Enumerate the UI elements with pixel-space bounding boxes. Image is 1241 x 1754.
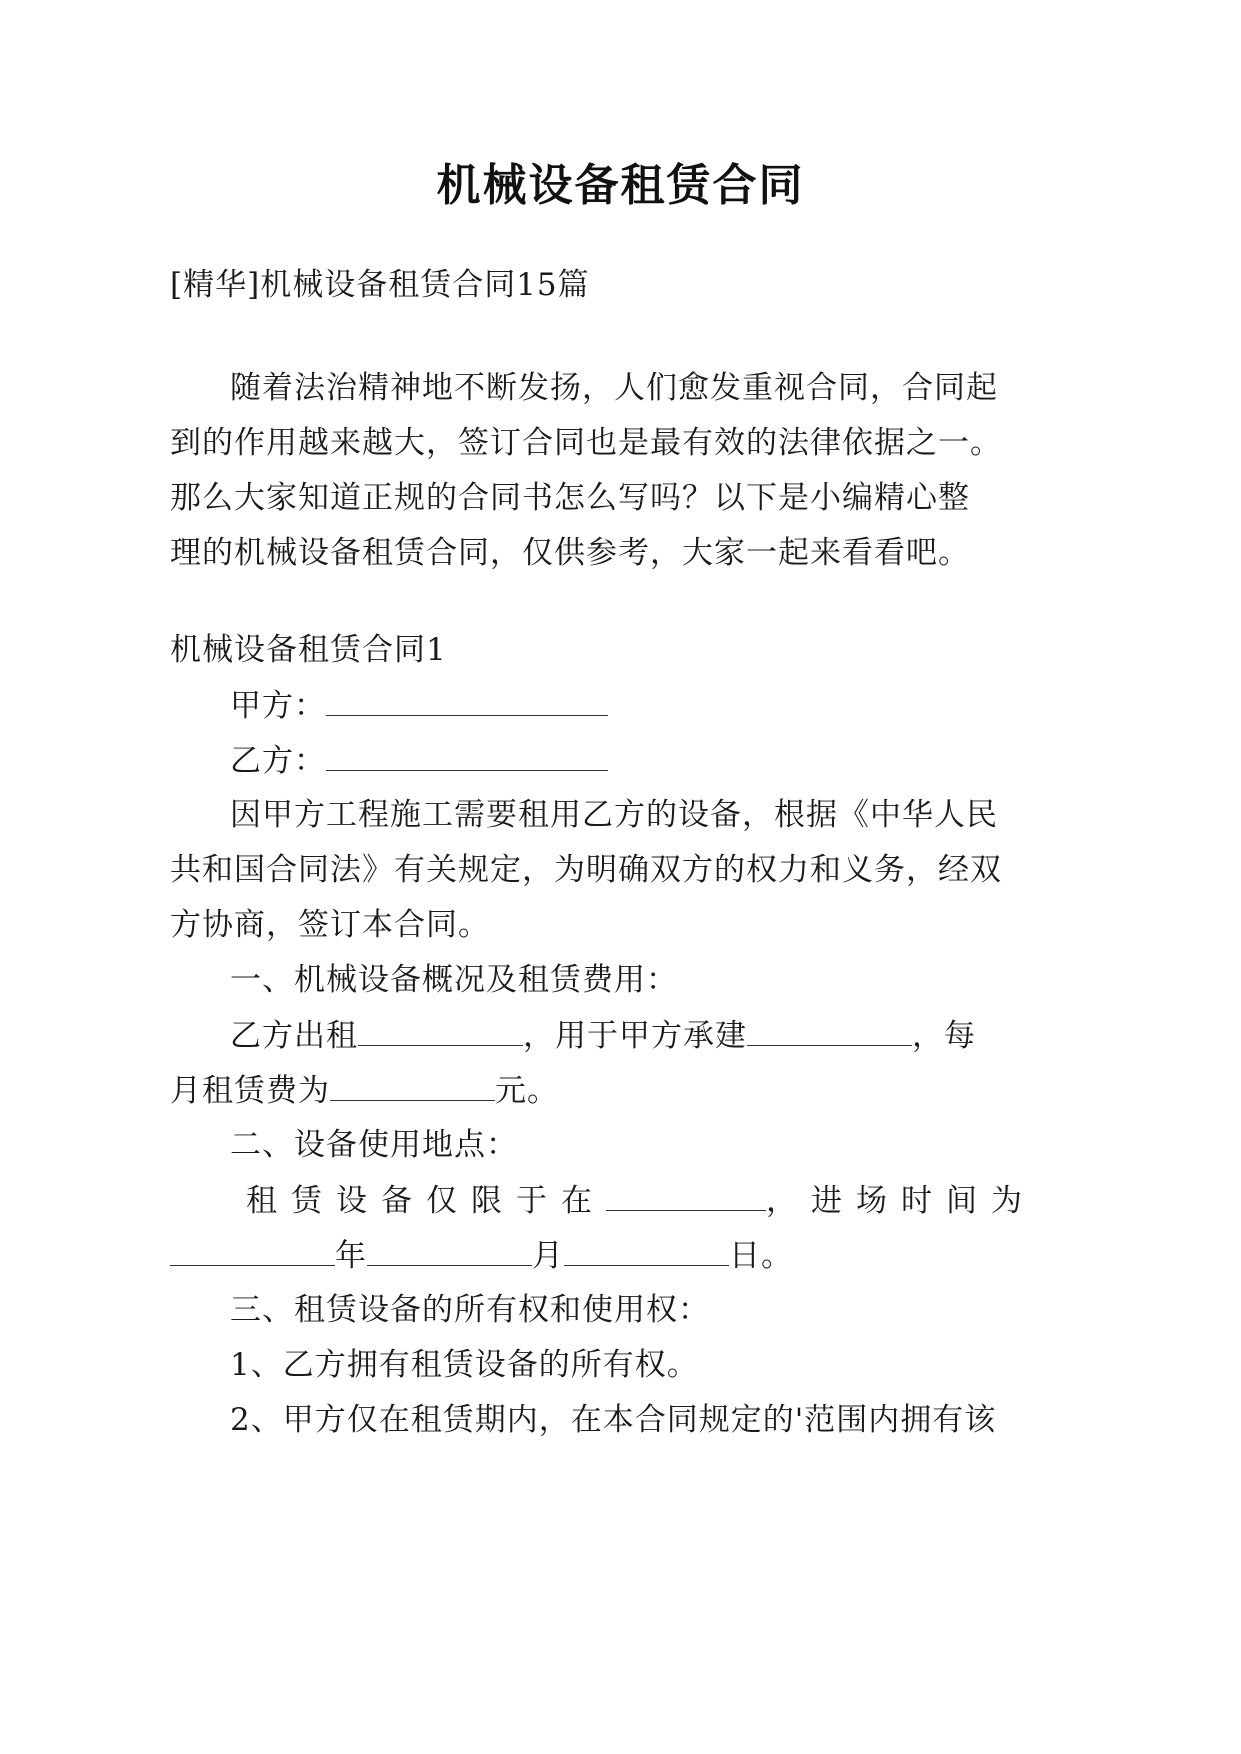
year-label: 年 (335, 1238, 367, 1274)
section2-text-b: ，进场时间为 (766, 1183, 1036, 1219)
section1-text-d: 月租赁费为 (170, 1073, 330, 1109)
section2-line-2 (170, 1235, 793, 1276)
preamble-line-3: 方协商，签订本合同。 (170, 907, 490, 943)
intro-line-3: 那么大家知道正规的合同书怎么写吗？以下是小编精心整 (170, 480, 970, 516)
month-blank (367, 1235, 532, 1266)
month-label: 月 (532, 1238, 564, 1274)
monthly-fee-blank (330, 1070, 495, 1101)
section2-text-a: 租赁设备仅限于在 (246, 1183, 606, 1219)
project-blank (747, 1015, 912, 1046)
preamble-line-1: 因甲方工程施工需要租用乙方的设备，根据《中华人民 (230, 797, 998, 833)
section2-line-1 (246, 1180, 1036, 1221)
section1-heading: 一、机械设备概况及租赁费用： (230, 962, 678, 998)
year-blank (170, 1235, 335, 1266)
document-title: 机械设备租赁合同 (436, 160, 805, 211)
intro-line-4: 理的机械设备租赁合同，仅供参考，大家一起来看看吧。 (170, 535, 970, 571)
party-a-blank (326, 685, 608, 716)
section1-text-e: 元。 (495, 1073, 559, 1109)
equipment-blank (358, 1015, 523, 1046)
section1-text-c: ，每 (912, 1018, 976, 1054)
section2-heading: 二、设备使用地点： (230, 1127, 518, 1163)
section1-line-1 (230, 1015, 976, 1056)
party-b-label: 乙方： (230, 743, 326, 779)
day-blank (564, 1235, 729, 1266)
section1-text-b: ，用于甲方承建 (523, 1018, 747, 1054)
party-b-line (230, 740, 608, 781)
section3-heading: 三、租赁设备的所有权和使用权： (230, 1292, 710, 1328)
section1-text-a: 乙方出租 (230, 1018, 358, 1054)
document-subtitle: [精华]机械设备租赁合同15篇 (170, 267, 590, 303)
section1-line-2 (170, 1070, 559, 1111)
location-blank (606, 1180, 766, 1211)
section3-item-1: 1、乙方拥有租赁设备的所有权。 (230, 1347, 699, 1383)
intro-line-2: 到的作用越来越大，签订合同也是最有效的法律依据之一。 (170, 425, 1002, 461)
section3-item-2: 2、甲方仅在租赁期内，在本合同规定的'范围内拥有该 (230, 1402, 997, 1438)
preamble-line-2: 共和国合同法》有关规定，为明确双方的权力和义务，经双 (170, 852, 1002, 888)
party-a-label: 甲方： (230, 688, 326, 724)
intro-line-1: 随着法治精神地不断发扬，人们愈发重视合同，合同起 (230, 370, 998, 406)
party-b-blank (326, 740, 608, 771)
party-a-line (230, 685, 608, 726)
contract-heading: 机械设备租赁合同1 (170, 632, 447, 668)
day-label: 日。 (729, 1238, 793, 1274)
